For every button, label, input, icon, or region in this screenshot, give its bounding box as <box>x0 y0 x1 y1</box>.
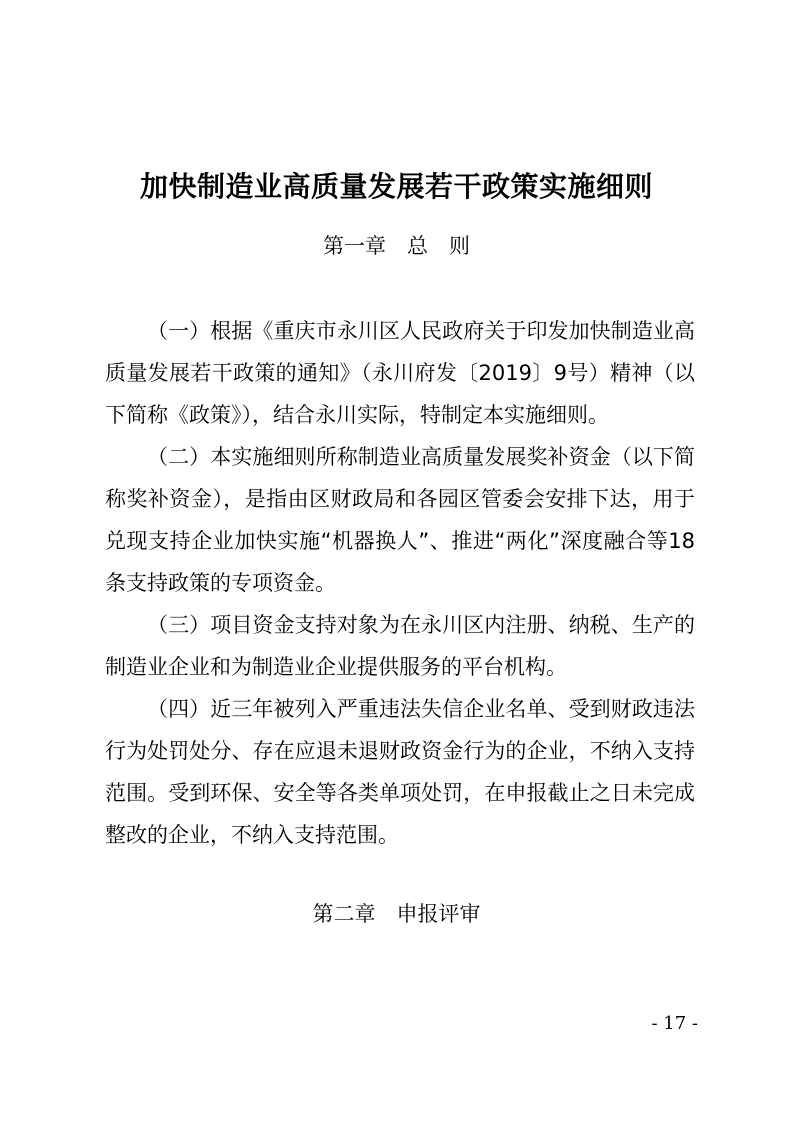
paragraph-3: （三）项目资金支持对象为在永川区内注册、纳税、生产的制造业企业和为制造业企业提供服务的平台机构。 <box>105 613 695 679</box>
chapter-1-heading: 第一章 总 则 <box>323 234 470 258</box>
paragraph-4: （四）近三年被列入严重违法失信企业名单、受到财政违法行为处罚处分、存在应退未退财政资金行为的企业，不纳入支持范围。受到环保、安全等各类单项处罚，在申报截止之日未完成整改的企业，不纳入支持范围。 <box>105 697 695 847</box>
paragraph-1: （一）根据《重庆市永川区人民政府关于印发加快制造业高质量发展若干政策的通知》（永川府发〔2019〕9号）精神（以下简称《政策》），结合永川实际，特制定本实施细则。 <box>105 319 695 427</box>
page-number: - 17 - <box>651 1013 698 1034</box>
paragraph-2: （二）本实施细则所称制造业高质量发展奖补资金（以下简称奖补资金），是指由区财政局和各园区管委会安排下达，用于兑现支持企业加快实施“机器换人”、推进“两化”深度融合等18条支持政策的专项资金。 <box>105 445 695 595</box>
chapter-1-body <box>105 310 695 856</box>
chapter-2-heading: 第二章 申报评审 <box>312 902 481 926</box>
document-title: 加快制造业高质量发展若干政策实施细则 <box>139 169 653 203</box>
